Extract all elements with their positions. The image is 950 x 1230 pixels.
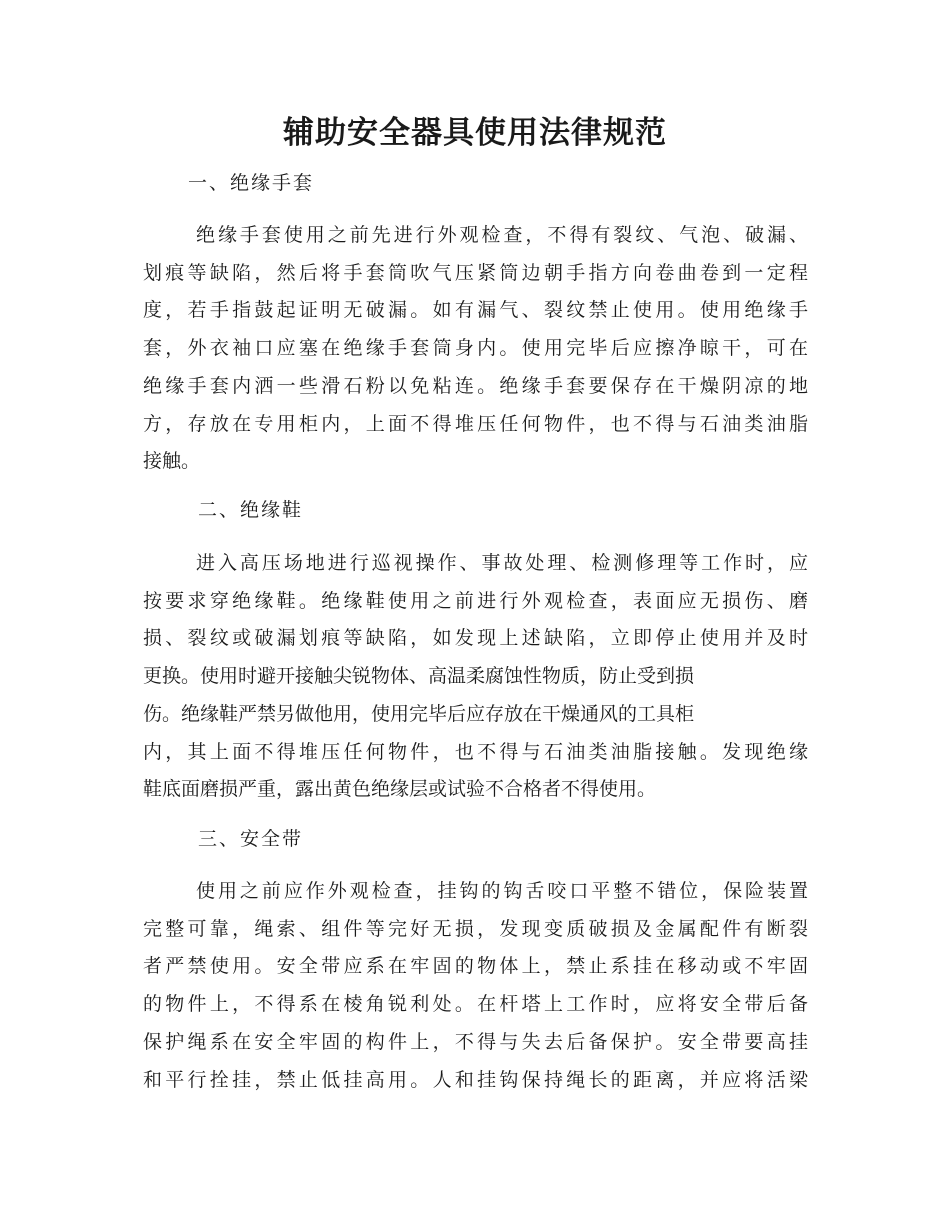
paragraph-line: 按要求穿绝缘鞋。绝缘鞋使用之前进行外观检查，表面应无损伤、磨 — [143, 589, 808, 612]
section-heading-shoes: 二、绝缘鞋 — [198, 499, 304, 521]
paragraph-line: 度，若手指鼓起证明无破漏。如有漏气、裂纹禁止使用。使用绝缘手 — [143, 299, 808, 322]
paragraph-line: 接触。 — [143, 450, 201, 473]
paragraph-line: 进入高压场地进行巡视操作、事故处理、检测修理等工作时，应 — [196, 552, 808, 574]
paragraph-line: 保护绳系在安全牢固的构件上，不得与失去后备保护。安全带要高挂 — [143, 1030, 808, 1053]
paragraph-line: 完整可靠，绳索、组件等完好无损，发现变质破损及金属配件有断裂 — [143, 917, 808, 940]
paragraph-line: 的物件上，不得系在棱角锐利处。在杆塔上工作时，应将安全带后备 — [143, 993, 808, 1016]
section-heading-safety-belt: 三、安全带 — [198, 828, 304, 850]
section-paragraph-safety-belt — [143, 873, 808, 1099]
section-paragraph-gloves — [143, 217, 808, 481]
paragraph-line: 鞋底面磨损严重，露出黄色绝缘层或试验不合格者不得使用。 — [143, 778, 657, 801]
paragraph-line: 方，存放在专用柜内，上面不得堆压任何物件，也不得与石油类油脂 — [143, 412, 808, 435]
paragraph-line: 和平行拴挂，禁止低挂高用。人和挂钩保持绳长的距离，并应将活梁 — [143, 1068, 808, 1091]
paragraph-line: 套，外衣袖口应塞在绝缘手套筒身内。使用完毕后应擦净晾干，可在 — [143, 337, 808, 360]
paragraph-line: 使用之前应作外观检查，挂钩的钩舌咬口平整不错位，保险装置 — [196, 880, 808, 902]
paragraph-line: 内，其上面不得堆压任何物件，也不得与石油类油脂接触。发现绝缘 — [143, 740, 808, 763]
paragraph-line: 更换。使用时避开接触尖锐物体、高温柔腐蚀性物质，防止受到损 — [143, 665, 695, 688]
paragraph-line: 绝缘手套使用之前先进行外观检查，不得有裂纹、气泡、破漏、 — [196, 224, 808, 246]
paragraph-line: 伤。绝缘鞋严禁另做他用，使用完毕后应存放在干燥通风的工具柜 — [143, 702, 695, 725]
section-paragraph-shoes — [143, 545, 808, 809]
paragraph-line: 者严禁使用。安全带应系在牢固的物体上，禁止系挂在移动或不牢固 — [143, 955, 808, 978]
paragraph-line: 绝缘手套内洒一些滑石粉以免粘连。绝缘手套要保存在干燥阴凉的地 — [143, 374, 808, 397]
paragraph-line: 损、裂纹或破漏划痕等缺陷，如发现上述缺陷，立即停止使用并及时 — [143, 627, 808, 650]
section-heading-gloves: 一、绝缘手套 — [188, 172, 315, 194]
paragraph-line: 划痕等缺陷，然后将手套筒吹气压紧筒边朝手指方向卷曲卷到一定程 — [143, 261, 808, 284]
document-title: 辅助安全器具使用法律规范 — [283, 115, 667, 151]
